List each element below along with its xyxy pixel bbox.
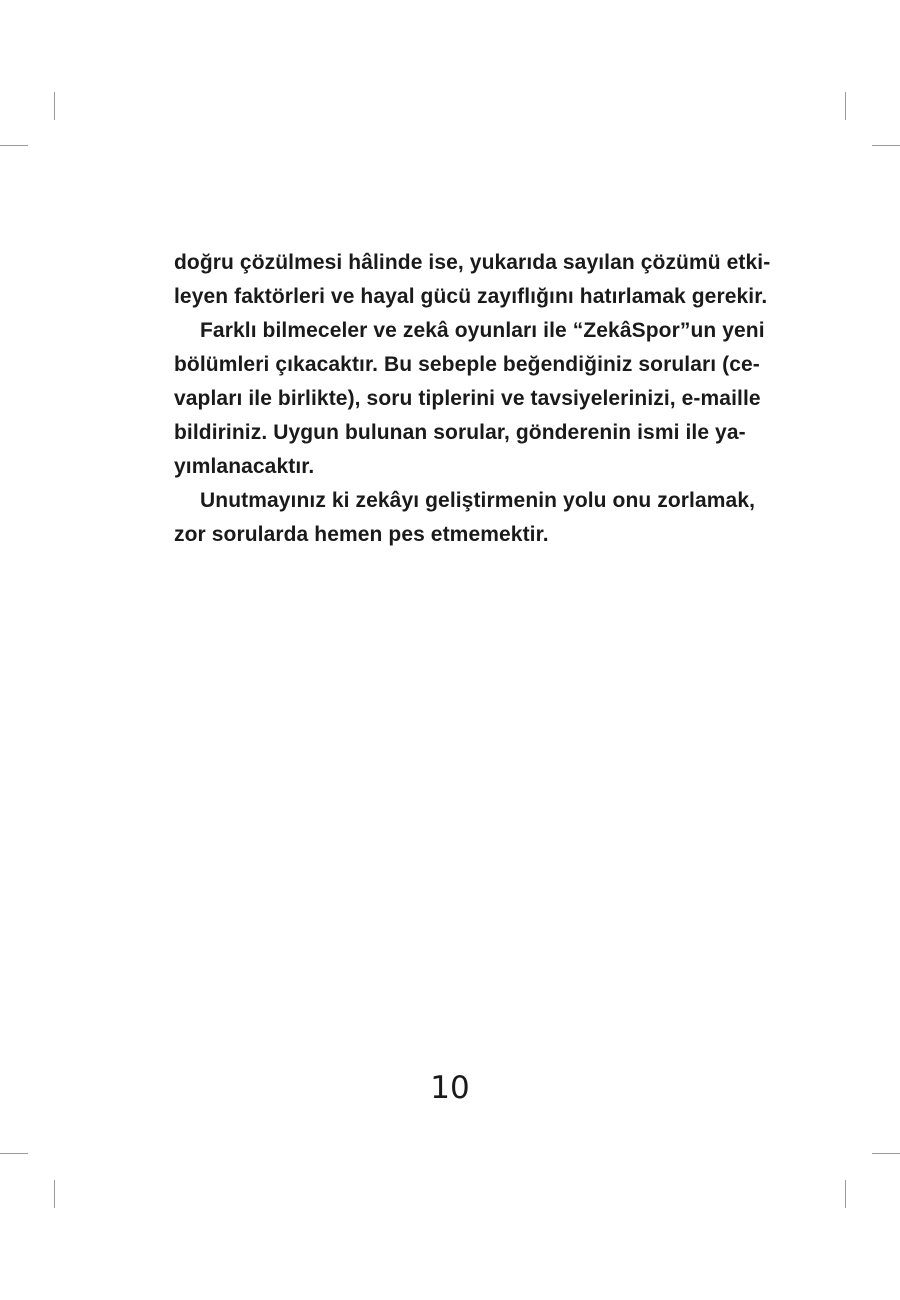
paragraph-line: Unutmayınız ki zekâyı geliştirmenin yolu onu zorlamak, <box>200 489 756 512</box>
paragraph-line: yımlanacaktır. <box>174 455 315 478</box>
paragraph-1 <box>174 246 771 314</box>
crop-mark-bottom-right-vertical <box>845 1180 846 1208</box>
crop-mark-top-left-vertical <box>54 92 55 120</box>
crop-mark-bottom-left-vertical <box>54 1180 55 1208</box>
paragraph-3 <box>174 484 756 552</box>
paragraph-line: leyen faktörleri ve hayal gücü zayıflığını hatırlamak gerekir. <box>174 285 768 308</box>
paragraph-line: vapları ile birlikte), soru tiplerini ve tavsiyelerinizi, e-maille <box>174 387 761 410</box>
body-text <box>174 246 771 552</box>
page-number: 10 <box>430 1070 470 1106</box>
crop-mark-top-right-horizontal <box>872 145 900 146</box>
paragraph-line: zor sorularda hemen pes etmemektir. <box>174 523 549 546</box>
crop-mark-top-left-horizontal <box>0 145 28 146</box>
paragraph-2 <box>174 314 765 484</box>
paragraph-line: bildiriniz. Uygun bulunan sorular, gönderenin ismi ile ya- <box>174 421 746 444</box>
paragraph-line: doğru çözülmesi hâlinde ise, yukarıda sayılan çözümü etki- <box>174 251 771 274</box>
crop-mark-top-right-vertical <box>845 92 846 120</box>
paragraph-line: bölümleri çıkacaktır. Bu sebeple beğendiğiniz soruları (ce- <box>174 353 760 376</box>
paragraph-line: Farklı bilmeceler ve zekâ oyunları ile “ZekâSpor”un yeni <box>200 319 765 342</box>
crop-mark-bottom-right-horizontal <box>872 1153 900 1154</box>
crop-mark-bottom-left-horizontal <box>0 1153 28 1154</box>
